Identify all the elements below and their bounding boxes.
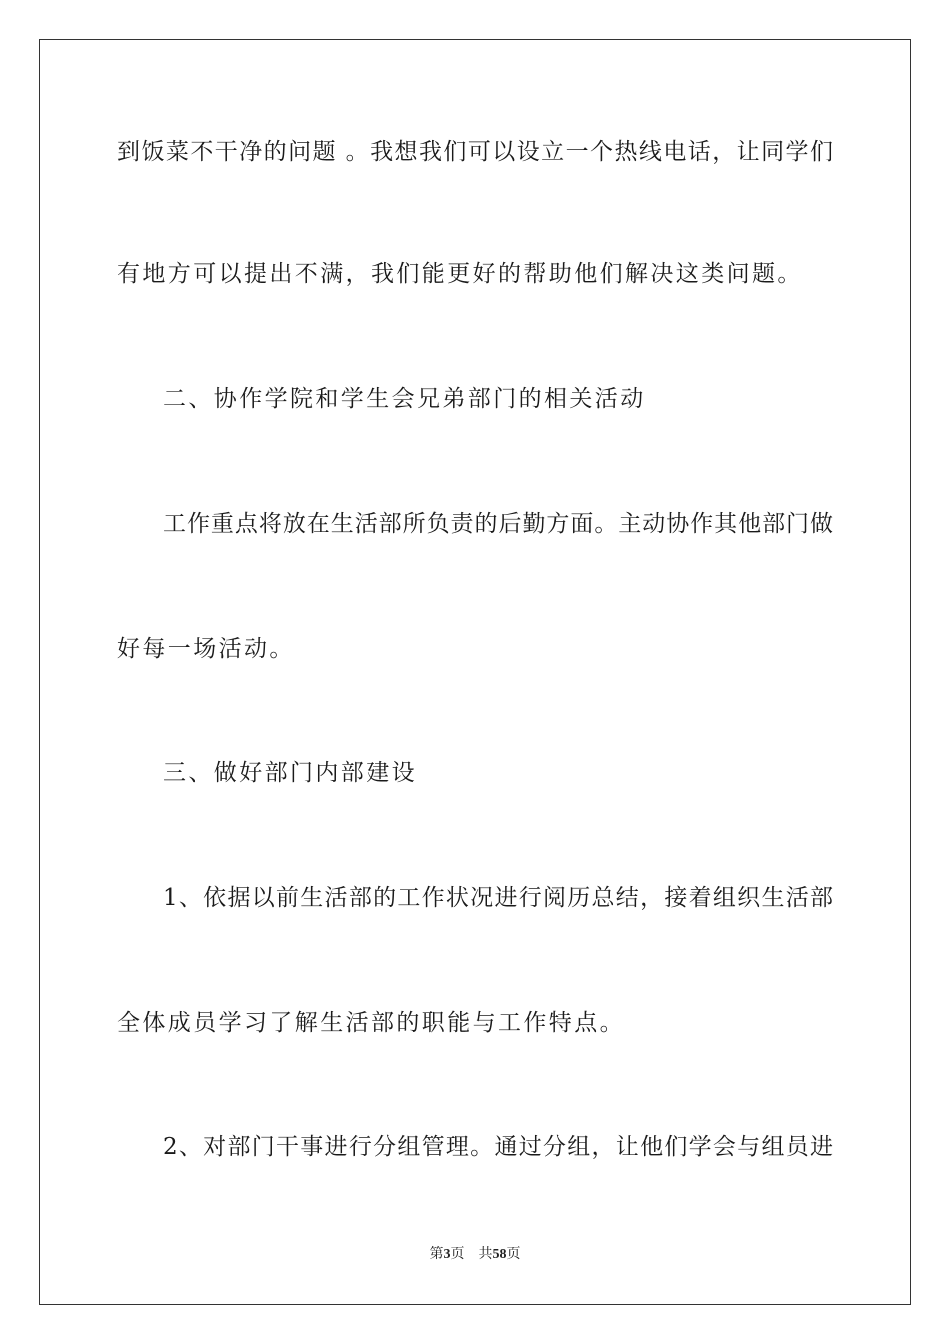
body-text-line: 工作重点将放在生活部所负责的后勤方面。主动协作其他部门做 xyxy=(163,511,833,537)
page-prefix: 第 xyxy=(429,1247,444,1262)
body-text-line: 有地方可以提出不满，我们能更好的帮助他们解决这类问题。 xyxy=(117,261,803,287)
page-number: 3 xyxy=(443,1247,451,1262)
list-item-text: 1、依据以前生活部的工作状况进行阅历总结，接着组织生活部 xyxy=(163,885,833,911)
total-prefix: 共 xyxy=(478,1247,493,1262)
page-footer xyxy=(0,1246,950,1264)
section-heading: 三、做好部门内部建设 xyxy=(163,760,417,786)
list-item-text: 全体成员学习了解生活部的职能与工作特点。 xyxy=(117,1010,625,1036)
total-unit: 页 xyxy=(506,1247,521,1262)
body-text-line: 到饭菜不干净的问题 。我想我们可以设立一个热线电话，让同学们 xyxy=(117,139,833,165)
page-frame xyxy=(39,39,911,1305)
section-heading: 二、协作学院和学生会兄弟部门的相关活动 xyxy=(163,386,646,412)
list-item-text: 2、对部门干事进行分组管理。通过分组，让他们学会与组员进 xyxy=(163,1134,833,1160)
page-unit: 页 xyxy=(450,1247,465,1262)
body-text-line: 好每一场活动。 xyxy=(117,636,295,662)
total-pages: 58 xyxy=(492,1247,507,1262)
